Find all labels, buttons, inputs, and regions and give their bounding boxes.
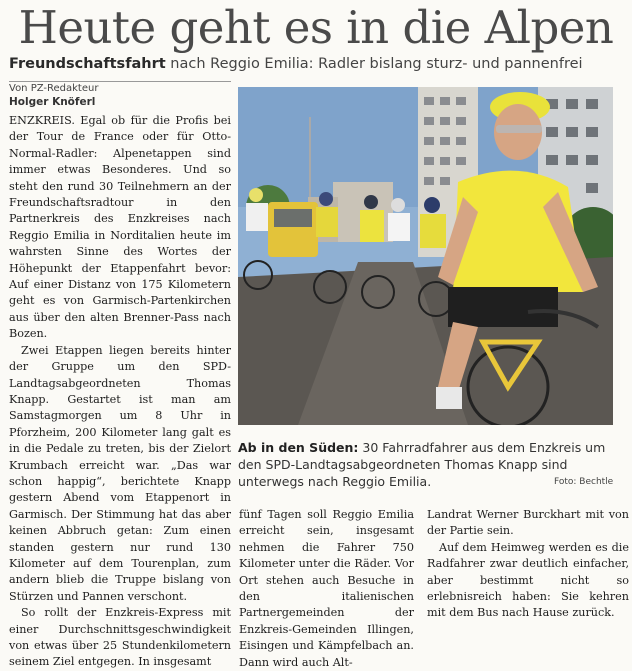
paragraph: ENZKREIS. Egal ob für die Profis bei der Tour de France oder für Otto-Normal-Radler: Alpenetappen sind immer etwas Besonderes. Und so steht den rund 30 Teilnehmern an der Freundschaftsradtour in den Partnerkreis des Enzkreises nach Reggio Emilia in Norditalien heute im wahrsten Sinne des Wortes der Höhepunkt der Etappenfahrt bevor: Auf einer Distanz von 175 Kilometern geht es von Garmisch-Partenkirchen aus über den alten Brenner-Pass nach Bozen.: [9, 114, 231, 341]
byline-role: Von PZ-Redakteur: [9, 83, 99, 94]
byline-author: Holger Knöferl: [9, 96, 96, 108]
article-column-2: [239, 507, 414, 671]
headline: Heute geht es in die Alpen: [18, 1, 614, 54]
caption-lead: Ab in den Süden:: [238, 440, 359, 455]
article-column-3: [427, 507, 629, 622]
cyclists-photo: [238, 87, 613, 425]
subheadline-lead: Freundschaftsfahrt: [9, 56, 166, 72]
article-column-1: [9, 113, 231, 671]
paragraph: Auf dem Heimweg werden es die Radfahrer zwar deutlich einfacher, aber bestimmt nicht so erlebnisreich haben: Sie kehren mit dem Bus nach Hause zurück.: [427, 540, 629, 620]
paragraph: Landrat Werner Burckhart mit von der Partie sein.: [427, 508, 629, 538]
photo-credit: Foto: Bechtle: [554, 477, 614, 487]
subheadline-rest: nach Reggio Emilia: Radler bislang sturz- und pannenfrei: [165, 56, 583, 72]
subheadline: [9, 54, 629, 74]
caption-text: 30 Fahrradfahrer aus dem Enzkreis um den SPD-Landtagsabgeordneten Thomas Knapp sind unterwegs nach Reggio Emilia.: [238, 440, 606, 489]
paragraph: So rollt der Enzkreis-Express mit einer Durchschnittsgeschwindigkeit von etwas über 25 Stundenkilometern seinem Ziel entgegen. In insgesamt: [9, 606, 231, 669]
paragraph: fünf Tagen soll Reggio Emilia erreicht sein, insgesamt nehmen die Fahrer 750 Kilometer unter die Räder. Vor Ort stehen auch Besuche in den italienischen Partnergemeinden der Enzkreis-Gemeinden Illingen, Eisingen und Kämpfelbach an. Dann wird auch Alt-: [239, 508, 414, 669]
cyclists-illustration: [238, 87, 613, 425]
paragraph: Zwei Etappen liegen bereits hinter der Gruppe um den SPD-Landtagsabgeordneten Thomas Knapp. Gestartet ist man am Samstagmorgen um 8 Uhr in Pforzheim, 200 Kilometer lang galt es in die Pedale zu treten, bis der Zielort Krumbach erreicht war. „Das war schon happig“, berichtete Knapp gestern Abend vom Etappenort in Garmisch. Der Stimmung hat das aber keinen Abbruch getan: Zum einen standen gestern nur rund 130 Kilometer auf dem Tourenplan, zum andern blieb die Truppe bislang von Stürzen und Pannen verschont.: [9, 343, 231, 603]
